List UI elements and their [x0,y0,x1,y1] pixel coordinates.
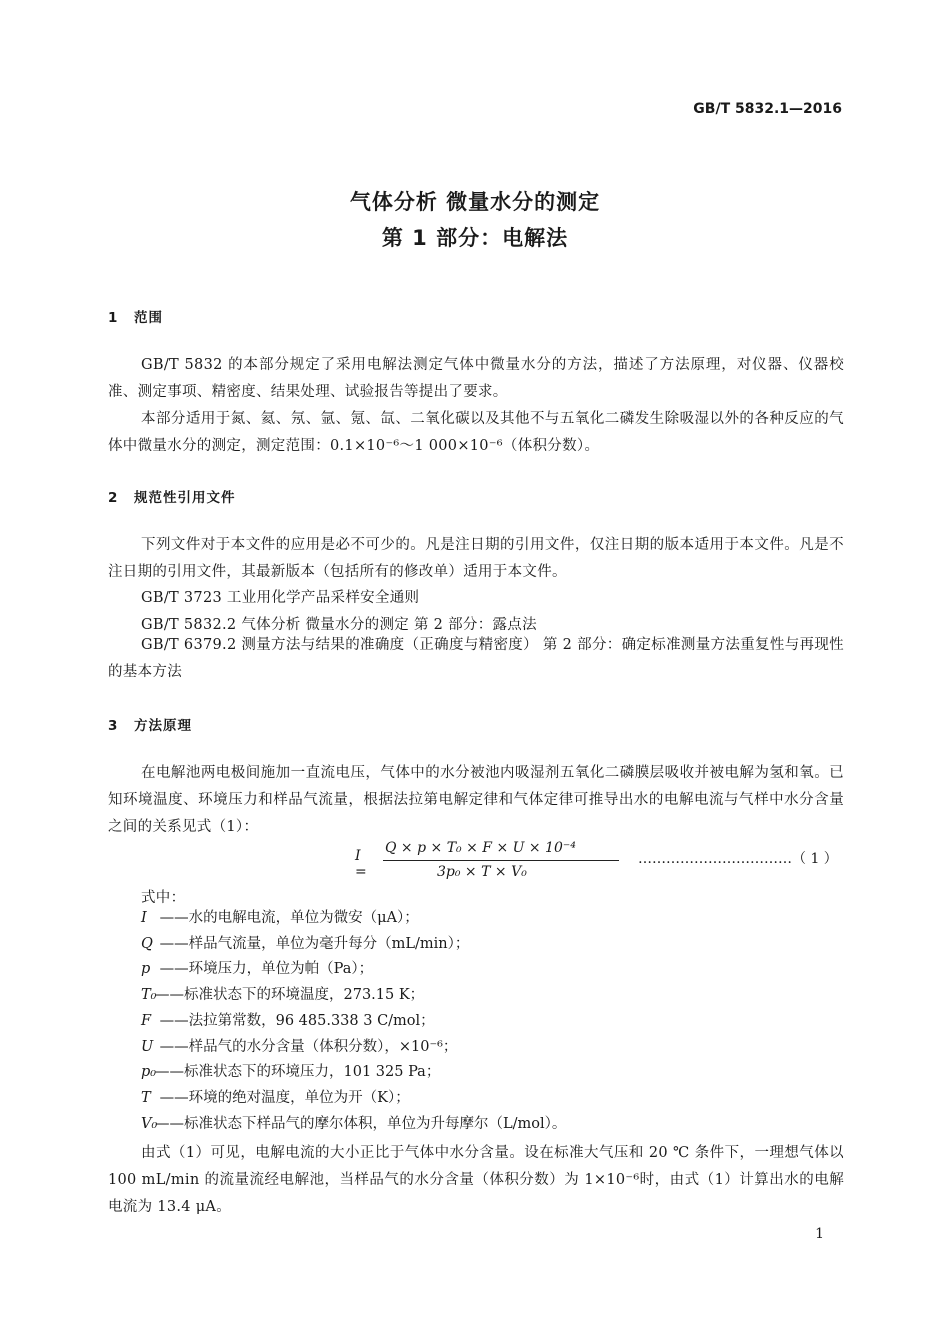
equation-numerator: Q × p × T₀ × F × U × 10⁻⁴ [385,840,576,856]
section-title: 方法原理 [134,718,192,734]
document-title: 气体分析 微量水分的测定 [349,190,601,214]
fraction-bar [383,860,619,861]
symbol: p [141,961,151,978]
definition-row [141,906,566,932]
definition-row [141,932,566,958]
paragraph: 由式（1）可见，电解电流的大小正比于气体中水分含量。设在标准大气压和 20 ℃ 条件下，一理想气体以 100 mL/min 的流量流经电解池，当样品气的水分含量（体积分数）为 1×10⁻⁶时，由式（1）计算出水的电解电流为 13.4 μA。 [108,1145,844,1215]
definition-row [141,1060,566,1086]
definition-text: ——环境的绝对温度，单位为开（K）； [155,1089,410,1106]
definition-text: ——样品气的水分含量（体积分数），×10⁻⁶； [155,1038,458,1055]
where-label: 式中： [141,890,186,906]
equation-lhs: I = [355,848,367,880]
definition-text: ——水的电解电流，单位为微安（μA）； [155,910,419,926]
section-number: 3 [108,718,119,734]
definition-text: ——标准状态下的环境温度，273.15 K； [155,987,425,1004]
symbol: V₀ [141,1115,158,1132]
standard-code: GB/T 5832.1—2016 [693,101,842,117]
page-number: 1 [815,1226,824,1242]
section-title: 范围 [134,310,163,326]
section-heading-2 [108,486,236,506]
definition-text: ——样品气流量，单位为毫升每分（mL/min）； [155,935,470,952]
symbol: T₀ [141,987,157,1004]
definition-text: ——环境压力，单位为帕（Pa）； [155,961,374,978]
symbol: F [141,1012,152,1029]
symbol: T [141,1089,151,1106]
symbol: I [141,910,147,926]
definition-text: ——法拉第常数，96 485.338 3 C/mol； [155,1012,435,1029]
definition-text: ——标准状态下的环境压力，101 325 Pa； [155,1064,441,1081]
symbol: U [141,1038,154,1055]
reference-item: GB/T 3723 工业用化学产品采样安全通则 [141,590,420,606]
definition-row [141,1009,566,1035]
reference-item: GB/T 5832.2 气体分析 微量水分的测定 第 2 部分：露点法 [141,617,537,633]
symbol-definitions [141,906,566,1137]
definition-text: ——标准状态下样品气的摩尔体积，单位为升每摩尔（L/mol）。 [155,1115,567,1132]
definition-row [141,1112,566,1138]
section-number: 1 [108,310,119,326]
definition-row [141,957,566,983]
paragraph: GB/T 5832 的本部分规定了采用电解法测定气体中微量水分的方法，描述了方法原理，对仪器、仪器校准、测定事项、精密度、结果处理、试验报告等提出了要求。 [108,357,844,400]
paragraph: 下列文件对于本文件的应用是必不可少的。凡是注日期的引用文件，仅注日期的版本适用于本文件。凡是不注日期的引用文件，其最新版本（包括所有的修改单）适用于本文件。 [108,537,844,580]
section-number: 2 [108,490,119,506]
equation-denominator: 3p₀ × T × V₀ [437,864,527,880]
symbol: Q [141,935,153,952]
equation-number: ……………………………（ 1 ） [638,851,838,867]
section-heading-3 [108,714,192,734]
definition-row [141,983,566,1009]
section-heading-1 [108,306,163,326]
definition-row [141,1086,566,1112]
symbol: p₀ [141,1064,157,1081]
paragraph: 本部分适用于氮、氦、氖、氩、氪、氙、二氧化碳以及其他不与五氧化二磷发生除吸湿以外的各种反应的气体中微量水分的测定，测定范围：0.1×10⁻⁶～1 000×10⁻⁶（体积分数）。 [108,411,844,454]
paragraph: 在电解池两电极间施加一直流电压，气体中的水分被池内吸湿剂五氧化二磷膜层吸收并被电解为氢和氧。已知环境温度、环境压力和样品气流量，根据法拉第电解定律和气体定律可推导出水的电解电流与气样中水分含量之间的关系见式（1）： [108,765,844,835]
section-title: 规范性引用文件 [134,490,236,506]
definition-row [141,1035,566,1061]
document-subtitle: 第 1 部分：电解法 [381,226,569,250]
reference-item: GB/T 6379.2 测量方法与结果的准确度（正确度与精密度） 第 2 部分：确定标准测量方法重复性与再现性的基本方法 [108,637,844,680]
